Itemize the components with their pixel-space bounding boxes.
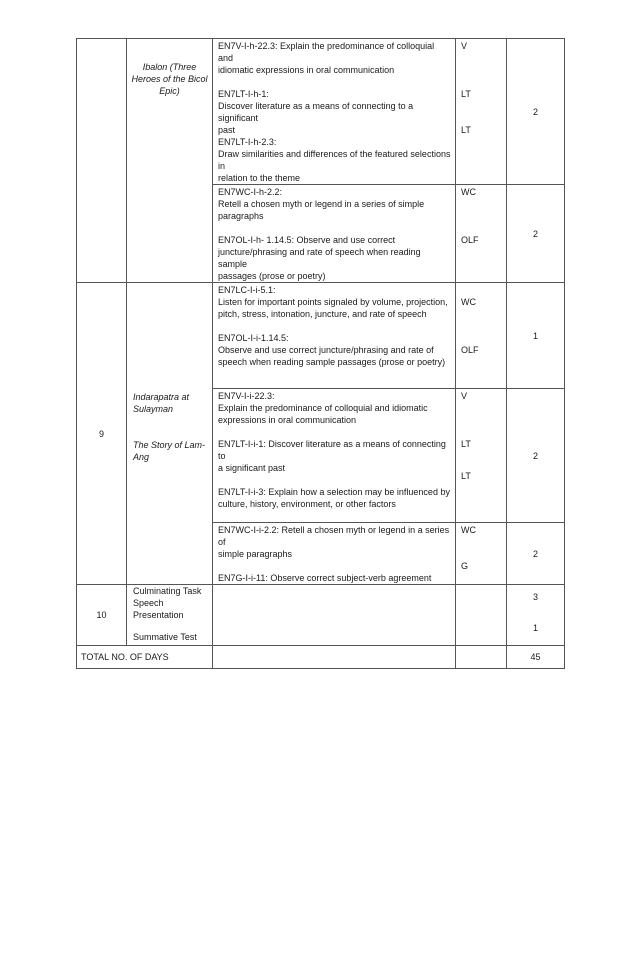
domain-code: WC	[461, 187, 476, 197]
days-value: 1	[532, 330, 538, 341]
domain-cell	[456, 283, 507, 389]
table-row	[77, 283, 565, 389]
competency-text: EN7LT-I-h-1: Discover literature as a means of connecting to a significant past EN7LT-I-h-2.3: Draw similarities and differences of the featured selections in relation to the theme	[218, 89, 451, 183]
domain-code: G	[461, 561, 469, 571]
competency-text: EN7LC-I-i-5.1: Listen for important points signaled by volume, projection, pitch, stress, intonation, juncture, and rate of speech	[218, 285, 448, 319]
competency-text: EN7OL-I-h- 1.14.5: Observe and use correct juncture/phrasing and rate of speech when reading sample passages (prose or poetry)	[218, 235, 421, 281]
days-cell	[507, 283, 565, 389]
days-value: 2	[532, 450, 538, 461]
selection-cell	[127, 283, 213, 585]
competency-cell	[213, 646, 456, 669]
total-label: TOTAL NO. OF DAYS	[81, 652, 169, 662]
competency-text: EN7LT-I-i-1: Discover literature as a means of connecting to a significant past	[218, 439, 446, 473]
selection-title: Indarapatra at Sulayman	[133, 392, 190, 414]
domain-code: V	[461, 41, 468, 51]
total-row	[77, 646, 565, 669]
total-days-cell	[507, 646, 565, 669]
days-cell	[507, 523, 565, 585]
week-cell	[77, 585, 127, 646]
competency-cell	[213, 585, 456, 646]
domain-code: LT	[461, 89, 471, 99]
week-number: 9	[98, 428, 104, 439]
domain-cell	[456, 389, 507, 523]
days-cell	[507, 185, 565, 283]
days-value: 1	[532, 623, 538, 633]
competency-cell	[213, 39, 456, 185]
domain-cell	[456, 646, 507, 669]
domain-cell	[456, 523, 507, 585]
days-cell	[507, 389, 565, 523]
week-cell	[77, 39, 127, 283]
week-number: 10	[96, 610, 107, 620]
competency-text: EN7V-I-h-22.3: Explain the predominance of colloquial and idiomatic expressions in oral communication	[218, 41, 435, 75]
competency-cell	[213, 283, 456, 389]
competency-text: EN7LT-I-i-3: Explain how a selection may be influenced by culture, history, environment, or other factors	[218, 487, 450, 509]
total-label-cell	[77, 646, 213, 669]
competency-text: EN7G-I-i-11: Observe correct subject-verb agreement	[218, 573, 432, 583]
summative-test: Summative Test	[133, 632, 197, 642]
competency-text: EN7OL-I-i-1.14.5: Observe and use correct juncture/phrasing and rate of speech when reading sample passages (prose or poetry)	[218, 333, 446, 367]
week-cell	[77, 283, 127, 585]
domain-code: WC	[461, 297, 476, 307]
selection-cell	[127, 39, 213, 283]
selection-title: Ibalon (Three Heroes of the Bicol Epic)	[131, 62, 208, 96]
domain-cell	[456, 585, 507, 646]
table-row	[77, 585, 565, 646]
total-days-value: 45	[530, 652, 541, 662]
domain-code: OLF	[461, 345, 479, 355]
days-value: 2	[532, 106, 538, 117]
domain-code: LT	[461, 439, 471, 449]
domain-code: V	[461, 391, 468, 401]
domain-code: WC	[461, 525, 476, 535]
selection-title: The Story of Lam- Ang	[133, 440, 206, 462]
domain-code: LT	[461, 125, 471, 135]
table-row	[77, 39, 565, 185]
curriculum-table	[76, 38, 565, 669]
culminating-task: Culminating Task Speech Presentation	[133, 586, 202, 620]
domain-cell	[456, 39, 507, 185]
selection-cell	[127, 585, 213, 646]
competency-cell	[213, 389, 456, 523]
days-value: 2	[532, 228, 538, 239]
days-value: 2	[532, 548, 538, 559]
days-value: 3	[532, 592, 538, 602]
days-cell	[507, 39, 565, 185]
domain-code: OLF	[461, 235, 479, 245]
competency-cell	[213, 185, 456, 283]
domain-cell	[456, 185, 507, 283]
competency-text: EN7WC-I-h-2.2: Retell a chosen myth or legend in a series of simple paragraphs	[218, 187, 425, 221]
domain-code: LT	[461, 471, 471, 481]
competency-text: EN7V-I-i-22.3: Explain the predominance of colloquial and idiomatic expressions in oral communication	[218, 391, 428, 425]
competency-text: EN7WC-I-i-2.2: Retell a chosen myth or legend in a series of simple paragraphs	[218, 525, 450, 559]
competency-cell	[213, 523, 456, 585]
days-cell	[507, 585, 565, 646]
